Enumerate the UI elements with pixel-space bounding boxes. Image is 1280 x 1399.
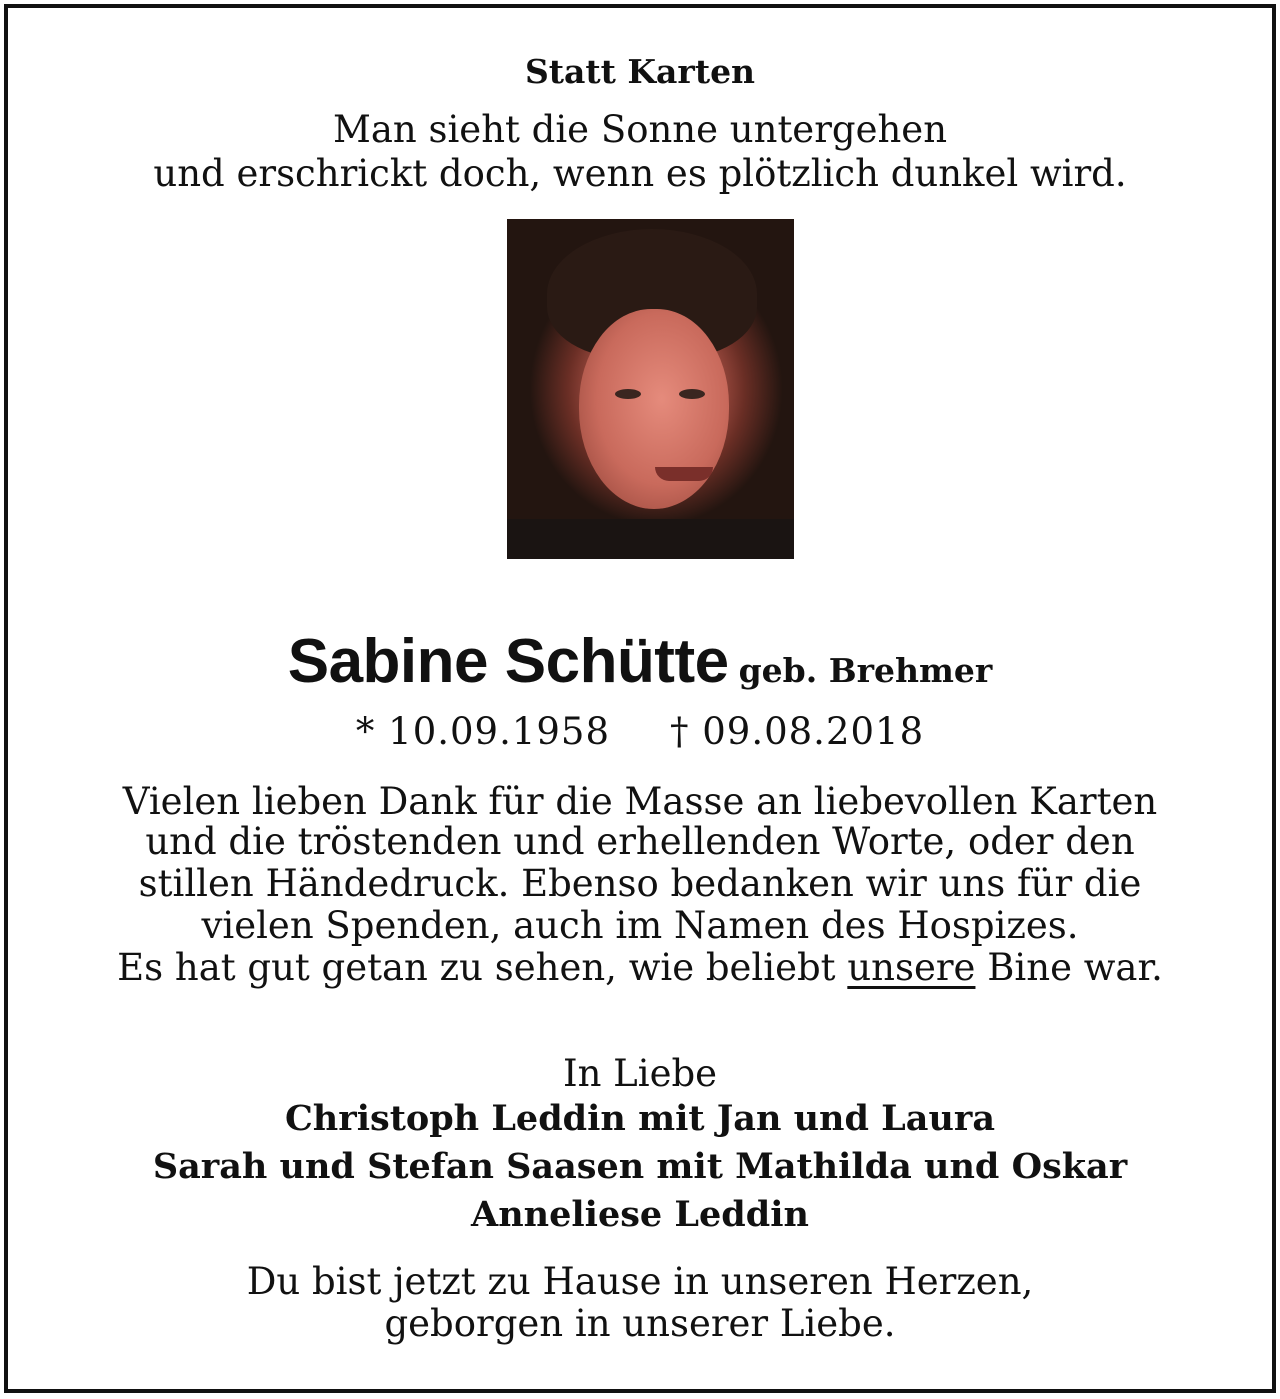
message-line: stillen Händedruck. Ebenso bedanken wir uns für die [138,862,1142,905]
family-signature: Christoph Leddin mit Jan und Laura [284,1098,996,1139]
underlined-word: unsere [847,946,976,989]
deceased-name-row [0,626,1280,697]
closing-line: Du bist jetzt zu Hause in unseren Herzen, [246,1260,1034,1303]
life-dates [0,710,1280,753]
message-line: Es hat gut getan zu sehen, wie beliebt unsere Bine war. [117,946,1163,989]
message-line: Vielen lieben Dank für die Masse an liebevollen Karten [122,780,1158,823]
family-signature: Anneliese Leddin [471,1194,809,1235]
message-line: vielen Spenden, auch im Namen des Hospizes. [201,904,1079,947]
birth-date: * 10.09.1958 [355,710,610,753]
signature-intro: In Liebe [562,1052,718,1095]
closing-line: geborgen in unserer Liebe. [384,1302,896,1345]
death-date: † 09.08.2018 [670,710,925,753]
poem-line: Man sieht die Sonne untergehen [332,108,948,151]
portrait-photo [507,219,794,559]
notice-heading: Statt Karten [524,52,756,91]
deceased-name: Sabine Schütte [287,627,729,696]
poem-line: und erschrickt doch, wenn es plötzlich dunkel wird. [153,152,1127,195]
family-signature: Sarah und Stefan Saasen mit Mathilda und Oskar [152,1146,1128,1187]
birth-name: geb. Brehmer [738,651,993,690]
message-line: und die tröstenden und erhellenden Worte, oder den [145,820,1135,863]
